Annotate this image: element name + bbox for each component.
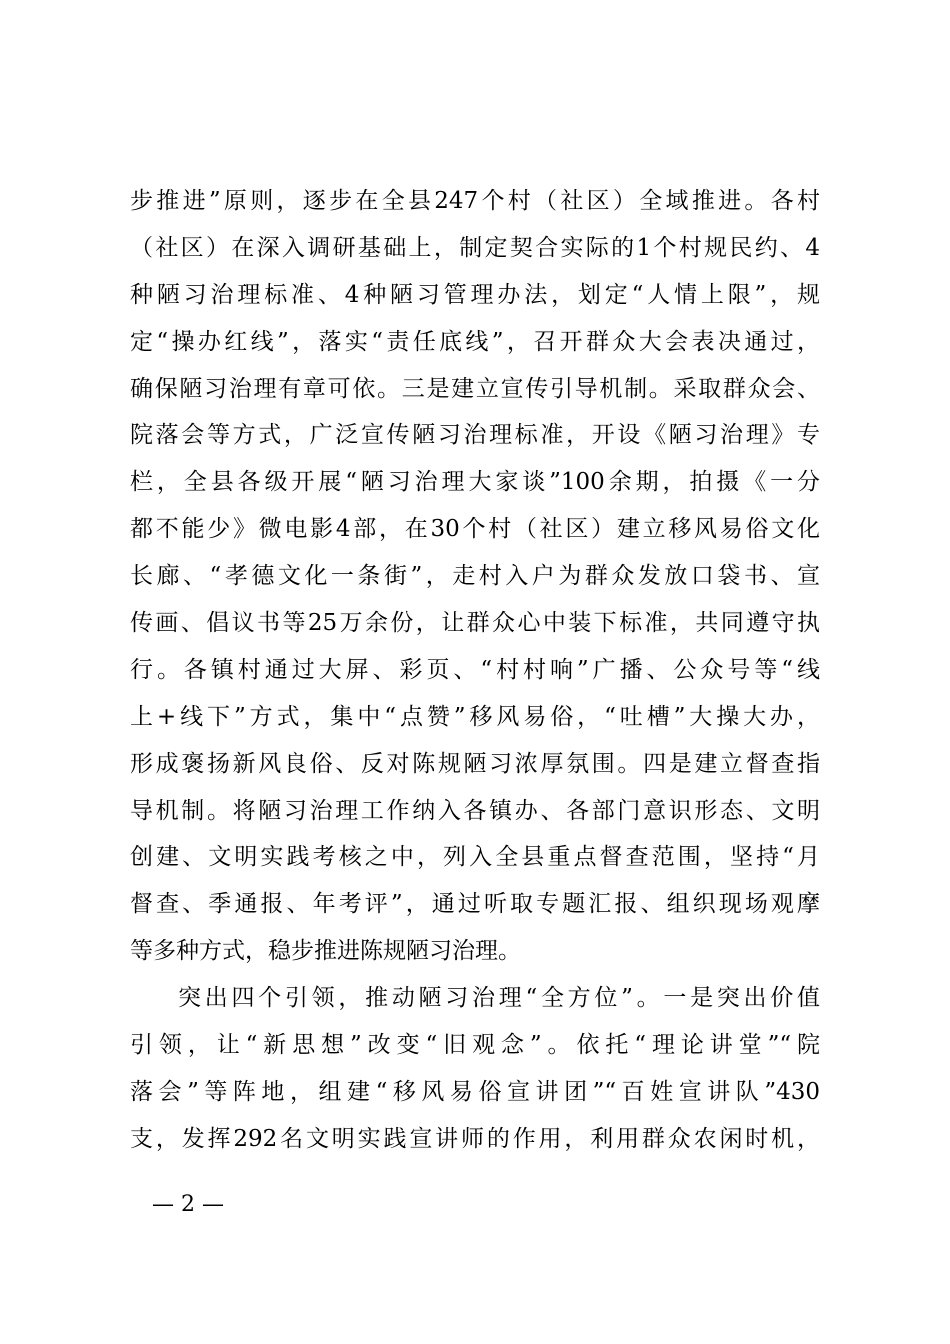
text-line: 都不能少》微电影4部，在30个村（社区）建立移风易俗文化 <box>130 516 820 543</box>
text-line: 行。各镇村通过大屏、彩页、“村村响”广播、公众号等“线 <box>130 656 820 683</box>
text-line: 确保陋习治理有章可依。三是建立宣传引导机制。采取群众会、 <box>130 375 820 402</box>
body-text <box>130 178 820 1163</box>
text-line: 支，发挥292名文明实践宣讲师的作用，利用群众农闲时机， <box>130 1125 820 1152</box>
text-line: 栏，全县各级开展“陋习治理大家谈”100余期，拍摄《一分 <box>130 469 820 496</box>
text-line: 突出四个引领，推动陋习治理“全方位”。一是突出价值 <box>178 985 820 1012</box>
paragraph-2 <box>130 975 820 1163</box>
paragraph-1 <box>130 178 820 975</box>
text-line: 等多种方式，稳步推进陈规陋习治理。 <box>130 938 521 965</box>
text-line: 院落会等方式，广泛宣传陋习治理标准，开设《陋习治理》专 <box>130 422 820 449</box>
text-line: 长廊、“孝德文化一条街”，走村入户为群众发放口袋书、宣 <box>130 563 820 590</box>
text-line: 落会”等阵地，组建“移风易俗宣讲团”“百姓宣讲队”430 <box>130 1078 820 1105</box>
text-line: 形成褒扬新风良俗、反对陈规陋习浓厚氛围。四是建立督查指 <box>130 750 820 777</box>
text-line: 上+线下”方式，集中“点赞”移风易俗，“吐槽”大操大办， <box>130 703 820 730</box>
text-line: 引领，让“新思想”改变“旧观念”。依托“理论讲堂”“院 <box>130 1032 820 1059</box>
text-line: （社区）在深入调研基础上，制定契合实际的1个村规民约、4 <box>130 234 820 261</box>
text-line: 传画、倡议书等25万余份，让群众心中装下标准，共同遵守执 <box>130 610 820 637</box>
text-line: 定“操办红线”，落实“责任底线”，召开群众大会表决通过， <box>130 328 820 355</box>
text-line: 督查、季通报、年考评”，通过听取专题汇报、组织现场观摩 <box>130 891 820 918</box>
page-number: — 2 — <box>152 1192 224 1217</box>
text-line: 导机制。将陋习治理工作纳入各镇办、各部门意识形态、文明 <box>130 797 820 824</box>
text-line: 种陋习治理标准、4种陋习管理办法，划定“人情上限”，规 <box>130 281 820 308</box>
text-line: 步推进”原则，逐步在全县247个村（社区）全域推进。各村 <box>130 188 820 214</box>
text-line: 创建、文明实践考核之中，列入全县重点督查范围，坚持“月 <box>130 844 820 871</box>
